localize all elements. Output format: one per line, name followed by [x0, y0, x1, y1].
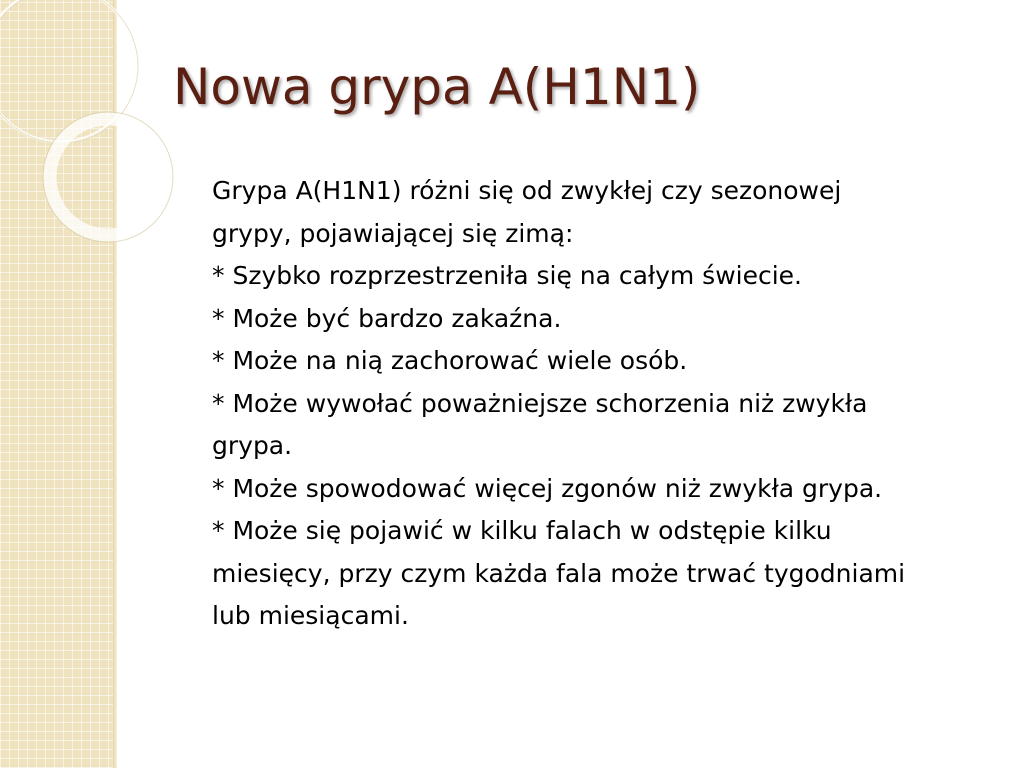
- slide-title: Nowa grypa A(H1N1): [173, 58, 701, 116]
- body-line: Grypa A(H1N1) różni się od zwykłej czy sezonowej: [212, 176, 842, 205]
- body-line: * Może wywołać poważniejsze schorzenia niż zwykła: [212, 388, 868, 418]
- decorative-ring-small: [50, 119, 166, 235]
- body-line: * Może na nią zachorować wiele osób.: [212, 346, 688, 375]
- slide-body: [212, 170, 1002, 638]
- body-line: * Może być bardzo zakaźna.: [212, 303, 562, 333]
- body-line: lub miesiącami.: [212, 601, 409, 630]
- body-line: miesięcy, przy czym każda fala może trwać tygodniami: [212, 558, 906, 588]
- body-line: grypa.: [212, 431, 293, 460]
- body-line: * Może spowodować więcej zgonów niż zwykła grypa.: [212, 473, 883, 503]
- body-line: * Szybko rozprzestrzeniła się na całym świecie.: [212, 261, 802, 290]
- body-line: grypy, pojawiającej się zimą:: [212, 218, 574, 248]
- body-line: * Może się pojawić w kilku falach w odstępie kilku: [212, 516, 832, 545]
